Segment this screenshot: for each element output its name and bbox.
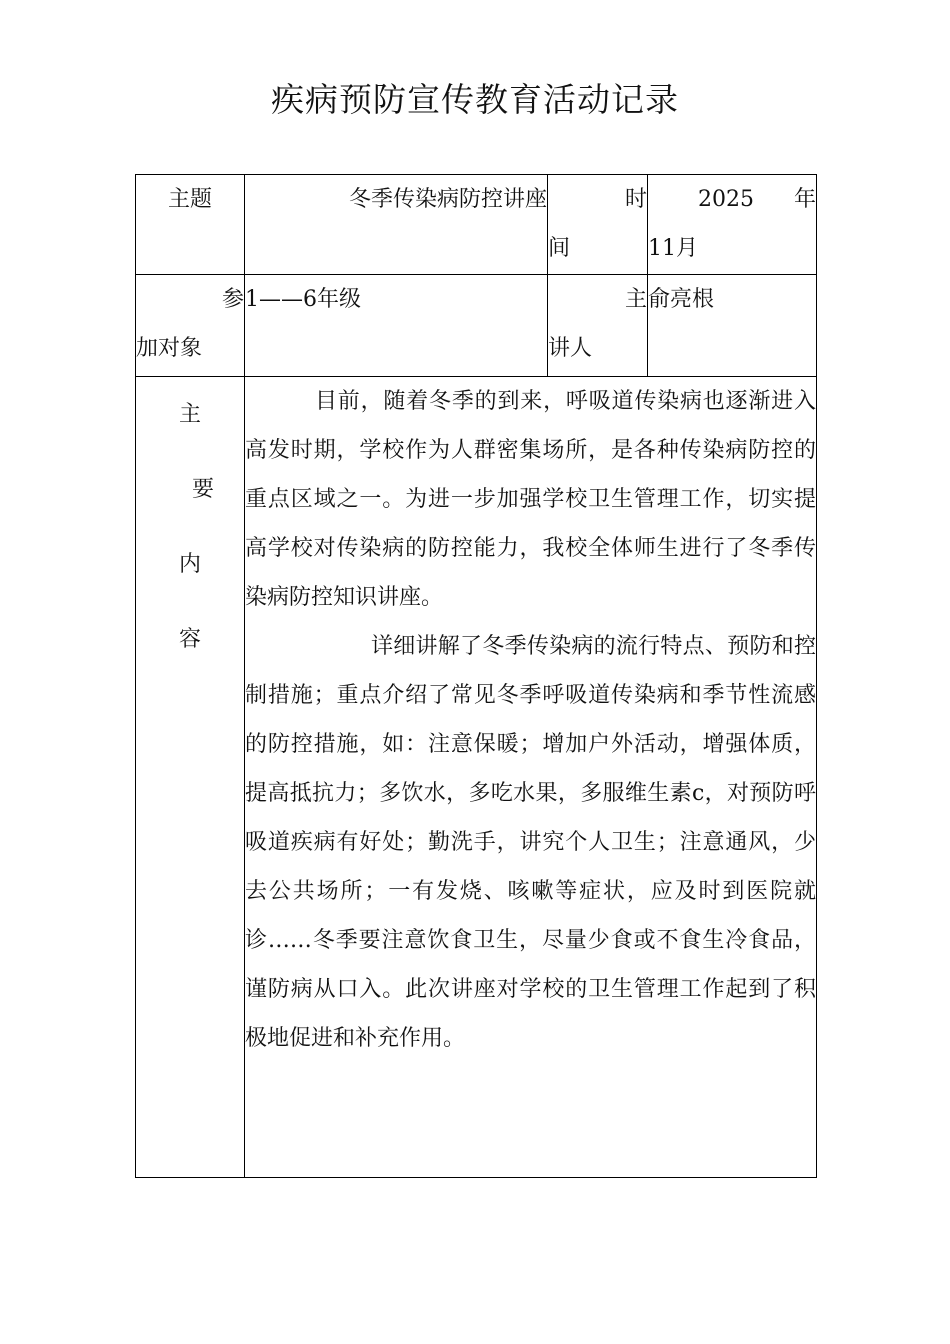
content-paragraph-1: 目前，随着冬季的到来，呼吸道传染病也逐渐进入高发时期，学校作为人群密集场所，是各种传染病防控的重点区域之一。为进一步加强学校卫生管理工作，切实提高学校对传染病的防控能力，我校全体师生进行了冬季传染病防控知识讲座。 bbox=[245, 389, 816, 610]
content-label-char-4: 容 bbox=[178, 627, 201, 652]
audience-label-line1: 参 bbox=[221, 287, 244, 312]
speaker-label-line2: 讲人 bbox=[548, 336, 593, 361]
document-title: 疾病预防宣传教育活动记录 bbox=[271, 80, 679, 119]
table-row-subject-time bbox=[136, 175, 817, 275]
subject-value: 冬季传染病防控讲座 bbox=[348, 187, 547, 212]
activity-record-table bbox=[135, 174, 817, 1178]
time-label-line2: 间 bbox=[548, 236, 571, 261]
speaker-value-cell bbox=[648, 275, 817, 377]
speaker-label-cell bbox=[548, 275, 648, 377]
content-body-cell bbox=[245, 377, 817, 1178]
time-value-cell bbox=[648, 175, 817, 275]
audience-label-line2: 加对象 bbox=[136, 336, 203, 361]
time-year-line bbox=[648, 175, 816, 224]
content-label-char-3: 内 bbox=[178, 552, 201, 577]
time-month: 11月 bbox=[648, 236, 698, 261]
time-year-unit: 年 bbox=[793, 187, 816, 212]
table-row-audience-speaker bbox=[136, 275, 817, 377]
audience-label-cell bbox=[136, 275, 245, 377]
time-label-cell bbox=[548, 175, 648, 275]
time-year: 2025 bbox=[698, 187, 754, 212]
time-label-line1: 时 bbox=[624, 187, 647, 212]
content-paragraph-2: 详细讲解了冬季传染病的流行特点、预防和控制措施；重点介绍了常见冬季呼吸道传染病和季节性流感的防控措施，如：注意保暖；增加户外活动，增强体质，提高抵抗力；多饮水，多吃水果，多服维生素c，对预防呼吸道疾病有好处；勤洗手，讲究个人卫生；注意通风，少去公共场所；一有发烧、咳嗽等症状，应及时到医院就诊……冬季要注意饮食卫生，尽量少食或不食生冷食品，谨防病从口入。此次讲座对学校的卫生管理工作起到了积极地促进和补充作用。 bbox=[245, 634, 816, 1051]
content-label-char-2: 要 bbox=[191, 477, 214, 502]
subject-value-cell bbox=[245, 175, 548, 275]
table-row-content bbox=[136, 377, 817, 1178]
speaker-label-line1: 主 bbox=[624, 287, 647, 312]
audience-value: 1——6年级 bbox=[245, 287, 361, 312]
audience-value-cell bbox=[245, 275, 548, 377]
content-label-cell bbox=[136, 377, 245, 1178]
speaker-value: 俞亮根 bbox=[648, 287, 715, 312]
content-label-char-1: 主 bbox=[178, 402, 201, 427]
subject-label: 主题 bbox=[167, 187, 212, 212]
subject-label-cell bbox=[136, 175, 245, 275]
